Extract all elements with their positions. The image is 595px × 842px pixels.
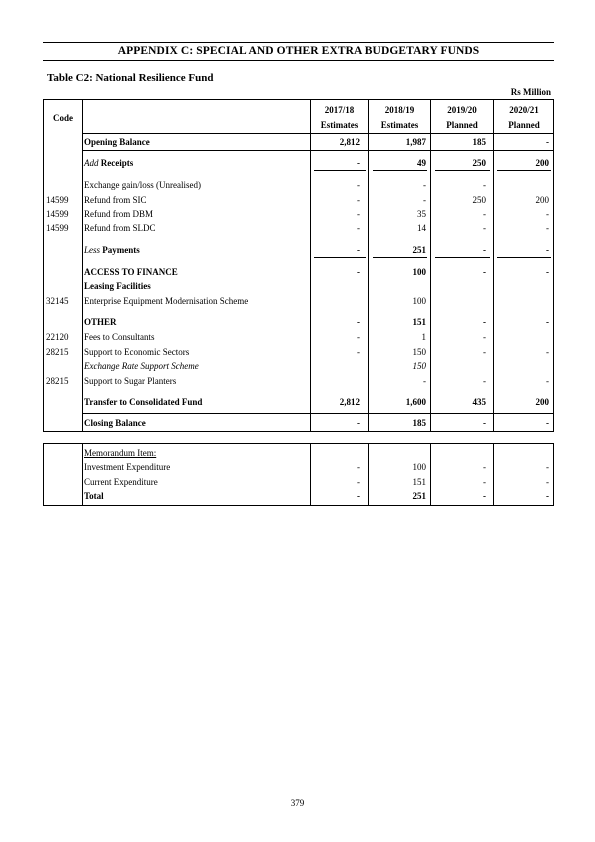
- value-2020: [493, 294, 549, 308]
- row-code: 28215: [46, 347, 69, 357]
- col-year-header: 2017/18: [324, 105, 355, 115]
- value-2017: 2,812: [339, 137, 360, 147]
- value-2017: -: [357, 418, 360, 428]
- code-header: Code: [53, 113, 73, 123]
- value-2020: 200: [535, 158, 549, 168]
- value-2017: 2,812: [339, 397, 360, 407]
- value-2019: 435: [472, 397, 486, 407]
- value-2019: -: [483, 347, 486, 357]
- value-2020: -: [546, 477, 549, 487]
- value-2019: -: [483, 462, 486, 472]
- table-row-opening-balance: [44, 135, 553, 149]
- value-2019: -: [483, 332, 486, 342]
- value-2017: -: [357, 347, 360, 357]
- value-2017: -: [357, 180, 360, 190]
- row-label: Closing Balance: [84, 418, 146, 428]
- underline: [314, 170, 366, 171]
- underline: [373, 257, 427, 258]
- row-label: Opening Balance: [84, 137, 150, 147]
- value-2017: -: [357, 477, 360, 487]
- value-2019: -: [483, 491, 486, 501]
- table-row: [44, 178, 553, 192]
- value-2017: -: [357, 332, 360, 342]
- row-label: Fees to Consultants: [84, 332, 155, 342]
- value-2019: -: [483, 317, 486, 327]
- table-row-total: [44, 489, 553, 503]
- col-year-header: 2020/21: [509, 105, 539, 115]
- value-2020: -: [546, 223, 549, 233]
- table-row: [44, 345, 553, 359]
- value-2018: 185: [412, 418, 426, 428]
- value-2019: -: [483, 418, 486, 428]
- row-label: Transfer to Consolidated Fund: [84, 397, 203, 407]
- opening-rule: [82, 150, 553, 151]
- table-row-access-to-finance: [44, 265, 553, 279]
- top-rule: [43, 42, 554, 43]
- value-2017: -: [357, 462, 360, 472]
- row-label: Current Expenditure: [84, 477, 158, 487]
- value-2020: -: [546, 209, 549, 219]
- value-2018: 49: [417, 158, 426, 168]
- value-2018: 35: [417, 209, 426, 219]
- memo-title: Memorandum Item:: [84, 448, 157, 458]
- table-row-other: [44, 315, 553, 329]
- table-row-leasing: [44, 279, 553, 293]
- row-label: Support to Sugar Planters: [84, 376, 177, 386]
- header-rule: [82, 133, 553, 134]
- value-2019: 250: [472, 158, 486, 168]
- table-row: [44, 294, 553, 308]
- value-2020: -: [546, 376, 549, 386]
- value-2017: -: [357, 209, 360, 219]
- value-2018: 1: [421, 332, 426, 342]
- value-2019: -: [483, 180, 486, 190]
- value-2019: -: [483, 267, 486, 277]
- table-row-payments: [44, 243, 553, 257]
- col-type-header: Planned: [446, 120, 478, 130]
- value-2018: 14: [417, 223, 426, 233]
- value-2019: 185: [472, 137, 486, 147]
- row-label: Refund from SLDC: [84, 223, 156, 233]
- value-2019: -: [483, 209, 486, 219]
- col-year-header: 2019/20: [447, 105, 477, 115]
- row-code: 14599: [46, 195, 69, 205]
- value-2020: 200: [535, 195, 549, 205]
- row-label: Investment Expenditure: [84, 462, 171, 472]
- table-row-closing-balance: [44, 416, 553, 430]
- table-row: [44, 330, 553, 344]
- appendix-title: APPENDIX C: SPECIAL AND OTHER EXTRA BUDGETARY FUNDS: [117, 45, 480, 57]
- value-2019: -: [483, 477, 486, 487]
- underline: [435, 170, 490, 171]
- value-2018: 100: [412, 462, 426, 472]
- value-2020: -: [546, 137, 549, 147]
- value-2018: 151: [412, 317, 426, 327]
- closing-rule: [82, 413, 553, 414]
- col-type-header: Estimates: [380, 120, 419, 130]
- table-row: [44, 460, 553, 474]
- row-label: ACCESS TO FINANCE: [84, 267, 178, 277]
- value-2020: [493, 330, 549, 344]
- col-type-header: Estimates: [320, 120, 359, 130]
- value-2017: -: [357, 223, 360, 233]
- memo-title-row: [44, 446, 553, 460]
- value-2018: 1,600: [405, 397, 426, 407]
- row-label: Exchange gain/loss (Unrealised): [84, 180, 201, 190]
- col-type-header: Planned: [508, 120, 540, 130]
- row-code: 32145: [46, 296, 69, 306]
- row-label: OTHER: [84, 317, 117, 327]
- memo-table: [43, 443, 554, 506]
- row-label: Enterprise Equipment Modernisation Scheme: [84, 296, 249, 306]
- value-2018: 150: [412, 361, 426, 371]
- table-row: [44, 475, 553, 489]
- less-prefix: Less: [84, 245, 101, 255]
- value-2018: 251: [412, 491, 426, 501]
- table-row: [44, 221, 553, 235]
- value-2020: -: [546, 418, 549, 428]
- value-2017: [300, 374, 360, 388]
- underline: [435, 257, 490, 258]
- value-2018: 100: [412, 267, 426, 277]
- value-2020: -: [546, 267, 549, 277]
- value-2018: 1,987: [405, 137, 426, 147]
- title-rule: [43, 60, 554, 61]
- value-2017: -: [357, 158, 360, 168]
- value-2018: 150: [412, 347, 426, 357]
- col-year-header: 2018/19: [384, 105, 415, 115]
- value-2017: [300, 359, 360, 373]
- value-2020: -: [546, 347, 549, 357]
- row-label: Receipts: [100, 158, 134, 168]
- value-2017: -: [357, 491, 360, 501]
- value-2020: 200: [535, 397, 549, 407]
- row-code: 28215: [46, 376, 69, 386]
- value-2019: [430, 359, 486, 373]
- value-2020: [493, 359, 549, 373]
- underline: [314, 257, 366, 258]
- row-label: Exchange Rate Support Scheme: [84, 361, 199, 371]
- table-row: [44, 359, 553, 373]
- value-2019: [430, 294, 486, 308]
- row-label: Support to Economic Sectors: [84, 347, 190, 357]
- value-2019: -: [483, 376, 486, 386]
- value-2018: 251: [412, 245, 426, 255]
- value-2020: [493, 178, 549, 192]
- value-2020: -: [546, 491, 549, 501]
- table-title: Table C2: National Resilience Fund: [47, 72, 214, 84]
- value-2017: -: [357, 317, 360, 327]
- value-2017: -: [357, 267, 360, 277]
- value-2017: -: [357, 195, 360, 205]
- row-label: Refund from SIC: [84, 195, 147, 205]
- row-label-group: [84, 243, 324, 257]
- table-row: [44, 374, 553, 388]
- value-2020: -: [546, 462, 549, 472]
- value-2019: -: [483, 245, 486, 255]
- table-row-transfer: [44, 395, 553, 409]
- value-2019: -: [483, 223, 486, 233]
- value-2020: -: [546, 317, 549, 327]
- row-code: 22120: [46, 332, 69, 342]
- units-label: Rs Million: [510, 87, 551, 97]
- table-row: [44, 193, 553, 207]
- table-row: [44, 207, 553, 221]
- row-label: Payments: [102, 245, 140, 255]
- row-label: Leasing Facilities: [84, 281, 151, 291]
- value-2019: 250: [472, 195, 486, 205]
- add-prefix: Add: [84, 158, 99, 168]
- value-2018: -: [423, 376, 426, 386]
- value-2018: 100: [412, 296, 426, 306]
- row-label: Refund from DBM: [84, 209, 153, 219]
- row-label: Total: [84, 491, 104, 501]
- table-row-receipts: [44, 156, 553, 170]
- underline: [497, 257, 551, 258]
- page-number: 379: [290, 798, 305, 808]
- underline: [373, 170, 427, 171]
- row-label-group: [84, 156, 324, 170]
- value-2018: 151: [412, 477, 426, 487]
- row-code: 14599: [46, 209, 69, 219]
- main-table: [43, 99, 554, 432]
- value-2017: [300, 294, 360, 308]
- underline: [497, 170, 551, 171]
- value-2018: -: [423, 195, 426, 205]
- value-2020: -: [546, 245, 549, 255]
- value-2017: -: [357, 245, 360, 255]
- value-2018: -: [423, 180, 426, 190]
- row-code: 14599: [46, 223, 69, 233]
